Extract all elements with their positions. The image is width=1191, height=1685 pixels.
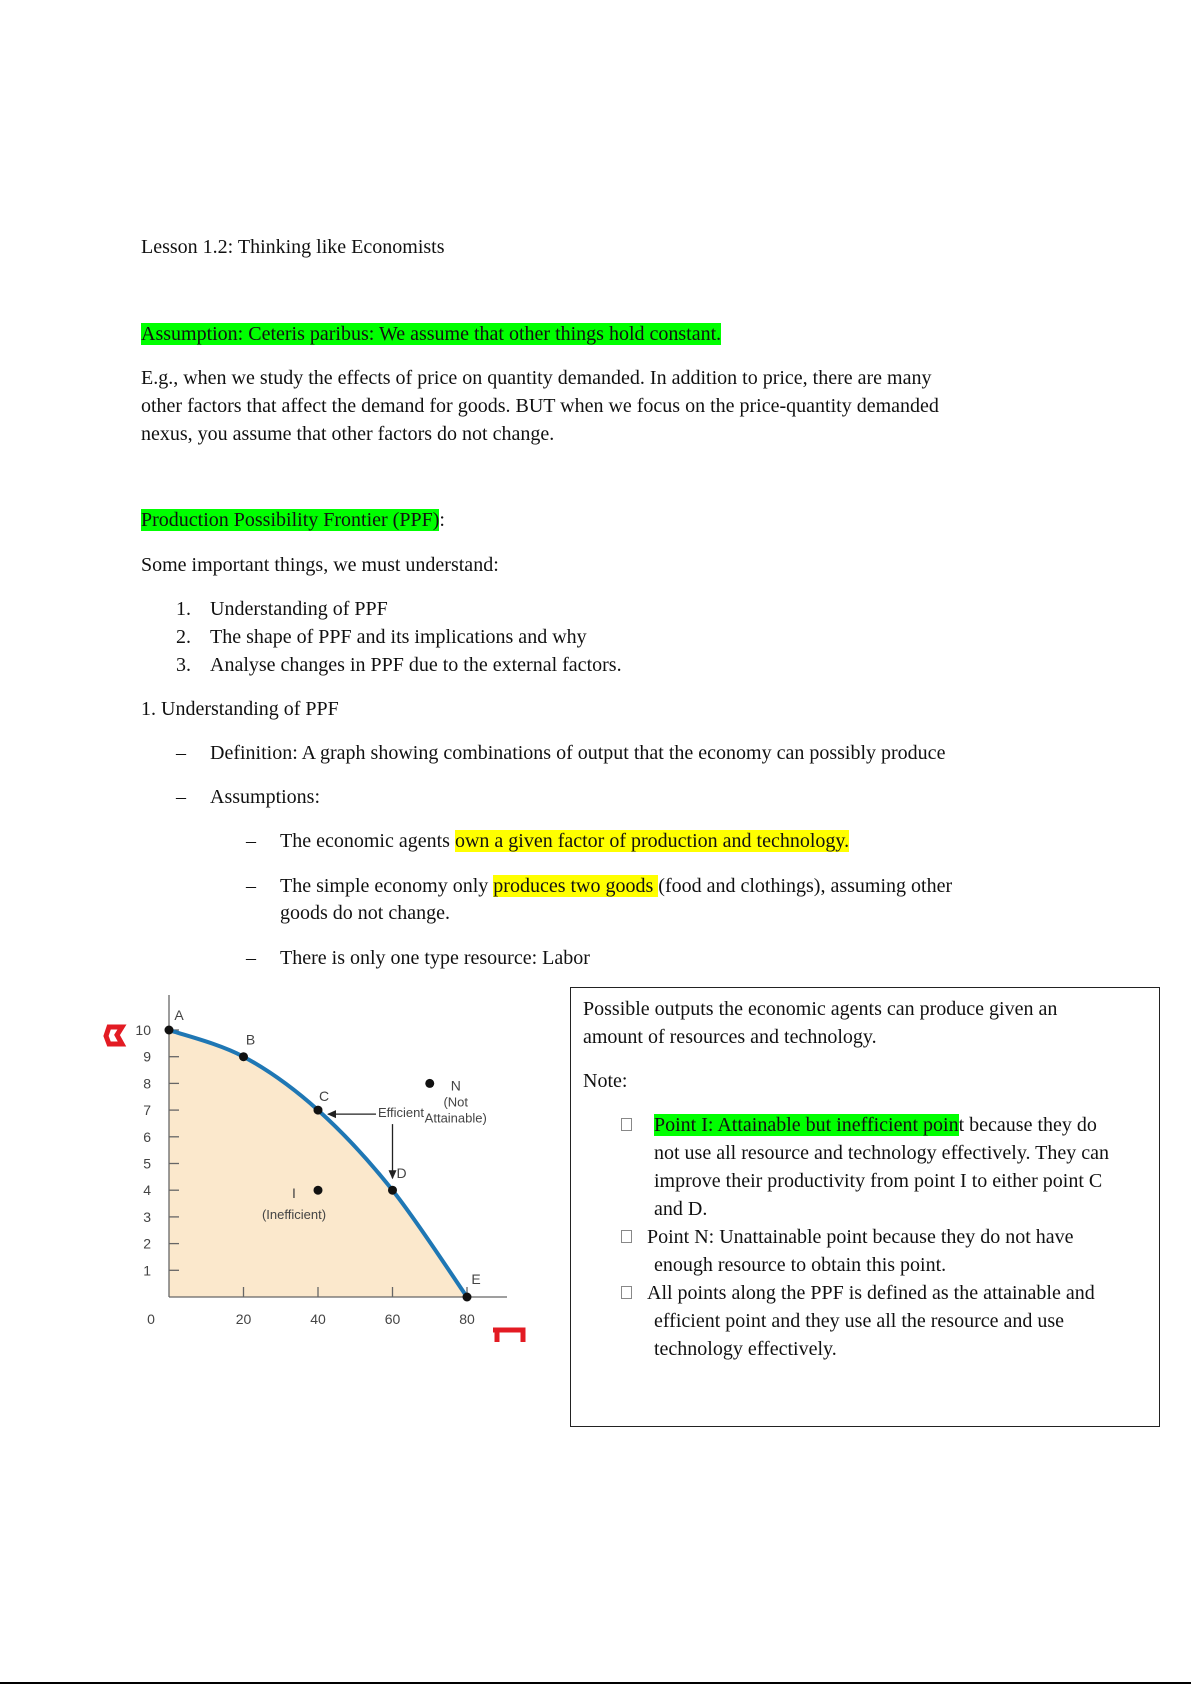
list-num-2: 2. bbox=[176, 626, 191, 648]
note-item-3-line-2: efficient point and they use all the resource and use bbox=[654, 1310, 1065, 1332]
lesson-title: Lesson 1.2: Thinking like Economists bbox=[141, 236, 445, 258]
notes-box bbox=[570, 987, 1160, 1427]
assumption-1-highlight: own a given factor of production and technology. bbox=[454, 830, 850, 852]
assumption-2 bbox=[280, 872, 952, 900]
note-item-1-line-2: not use all resource and technology effectively. They can bbox=[654, 1142, 1110, 1164]
dash-bullet: – bbox=[246, 830, 256, 852]
assumption-heading-highlight: Assumption: Ceteris paribus: We assume that other things hold constant. bbox=[141, 323, 722, 345]
note-item-1 bbox=[621, 1111, 632, 1139]
list-num-1: 1. bbox=[176, 598, 191, 620]
y-tick-label: 6 bbox=[143, 1128, 151, 1145]
dash-bullet: – bbox=[176, 742, 186, 764]
y-tick-label: 4 bbox=[143, 1182, 151, 1199]
assumption-2-line-2: goods do not change. bbox=[280, 902, 450, 924]
point-label-B: B bbox=[245, 1031, 256, 1048]
note-item-3 bbox=[621, 1279, 632, 1307]
data-point-N bbox=[425, 1079, 434, 1088]
annotation-not-attainable: (Not bbox=[443, 1094, 469, 1110]
list-item-1: Understanding of PPF bbox=[210, 598, 388, 620]
note-item-1-line-4: and D. bbox=[654, 1198, 708, 1220]
assumption-para-line-3: nexus, you assume that other factors do not change. bbox=[141, 423, 555, 445]
y-tick-label: 9 bbox=[143, 1048, 151, 1065]
assumption-para-line-1: E.g., when we study the effects of price on quantity demanded. In addition to price, there are many bbox=[141, 367, 932, 389]
y-tick-label: 5 bbox=[143, 1155, 151, 1172]
data-point-A bbox=[165, 1026, 174, 1035]
note-item-2-first: Point N: Unattainable point because they do not have bbox=[647, 1226, 1074, 1248]
y-tick-label: 1 bbox=[143, 1262, 151, 1279]
y-tick-label: 8 bbox=[143, 1075, 151, 1092]
point-label-N: N bbox=[450, 1077, 461, 1094]
ppf-chart bbox=[95, 990, 565, 1350]
data-point-B bbox=[239, 1052, 248, 1061]
point-label-A: A bbox=[174, 1007, 184, 1023]
assumption-2-text: The simple economy only bbox=[280, 875, 494, 897]
notes-intro-line-1: Possible outputs the economic agents can produce given an bbox=[583, 998, 1058, 1020]
note-item-1-line-3: improve their productivity from point I to either point C bbox=[654, 1170, 1103, 1192]
ppf-area-fill bbox=[169, 1030, 467, 1297]
assumption-1-text: The economic agents bbox=[280, 830, 455, 852]
data-point-C bbox=[314, 1106, 323, 1115]
note-item-2-line-2: enough resource to obtain this point. bbox=[654, 1254, 947, 1276]
assumption-2-text-post: (food and clothings), assuming other bbox=[658, 875, 953, 897]
data-point-I bbox=[314, 1186, 323, 1195]
y-tick-label: 10 bbox=[135, 1022, 151, 1038]
list-item-3: Analyse changes in PPF due to the external factors. bbox=[210, 654, 622, 676]
assumption-para-line-2: other factors that affect the demand for goods. BUT when we focus on the price-quantity demanded bbox=[141, 395, 939, 417]
dash-bullet: – bbox=[176, 786, 186, 808]
ppf-intro: Some important things, we must understand: bbox=[141, 554, 499, 576]
assumption-2-highlight: produces two goods bbox=[493, 875, 659, 897]
note-item-1-rest: t because they do bbox=[958, 1114, 1097, 1136]
data-point-D bbox=[388, 1186, 397, 1195]
ppf-heading-highlight: Production Possibility Frontier (PPF) bbox=[141, 509, 440, 531]
section-title: 1. Understanding of PPF bbox=[141, 698, 339, 720]
dash-bullet: – bbox=[246, 875, 256, 897]
dash-bullet: – bbox=[246, 947, 256, 969]
x-tick-label: 60 bbox=[384, 1311, 401, 1327]
bullet-box-icon bbox=[621, 1230, 632, 1243]
annotation-not-attainable: Attainable) bbox=[424, 1110, 487, 1126]
arrowhead-d bbox=[389, 1170, 397, 1179]
bullet-box-icon bbox=[621, 1286, 632, 1299]
ppf-heading bbox=[141, 506, 445, 534]
note-item-1-highlight: Point I: Attainable but inefficient poin bbox=[654, 1114, 959, 1136]
bullet-box-icon bbox=[621, 1118, 632, 1131]
assumptions-label: Assumptions: bbox=[210, 786, 321, 808]
point-label-E: E bbox=[471, 1271, 481, 1287]
point-label-I: I bbox=[292, 1185, 296, 1202]
list-num-3: 3. bbox=[176, 654, 191, 676]
x-tick-label: 20 bbox=[235, 1311, 252, 1327]
notes-intro-line-2: amount of resources and technology. bbox=[583, 1026, 877, 1048]
point-label-C: C bbox=[318, 1088, 330, 1105]
note-item-3-line-3: technology effectively. bbox=[654, 1338, 837, 1360]
assumption-1 bbox=[280, 827, 849, 855]
annotation-inefficient: (Inefficient) bbox=[261, 1207, 327, 1223]
note-item-3-first: All points along the PPF is defined as the attainable and bbox=[647, 1282, 1095, 1304]
definition-text: Definition: A graph showing combinations of output that the economy can possibly produce bbox=[210, 742, 946, 764]
note-item-2 bbox=[621, 1223, 632, 1251]
assumption-heading bbox=[141, 320, 721, 348]
x-tick-label: 0 bbox=[147, 1311, 155, 1327]
red-handdrawn-mark bbox=[493, 1330, 523, 1342]
notes-label: Note: bbox=[583, 1070, 628, 1092]
bottom-rule bbox=[0, 1682, 1191, 1684]
x-tick-label: 40 bbox=[310, 1311, 326, 1327]
x-tick-label: 80 bbox=[459, 1311, 475, 1327]
efficient-label: Efficient bbox=[378, 1105, 425, 1121]
y-tick-label: 7 bbox=[143, 1102, 151, 1119]
ppf-heading-suffix: : bbox=[439, 509, 445, 531]
red-handdrawn-mark bbox=[106, 1027, 122, 1044]
point-label-D: D bbox=[396, 1165, 407, 1182]
list-item-2: The shape of PPF and its implications and why bbox=[210, 626, 587, 648]
assumption-3: There is only one type resource: Labor bbox=[280, 947, 590, 969]
data-point-E bbox=[463, 1293, 472, 1302]
y-tick-label: 2 bbox=[143, 1235, 151, 1252]
y-tick-label: 3 bbox=[143, 1208, 151, 1225]
note-item-1-first bbox=[654, 1111, 1097, 1139]
